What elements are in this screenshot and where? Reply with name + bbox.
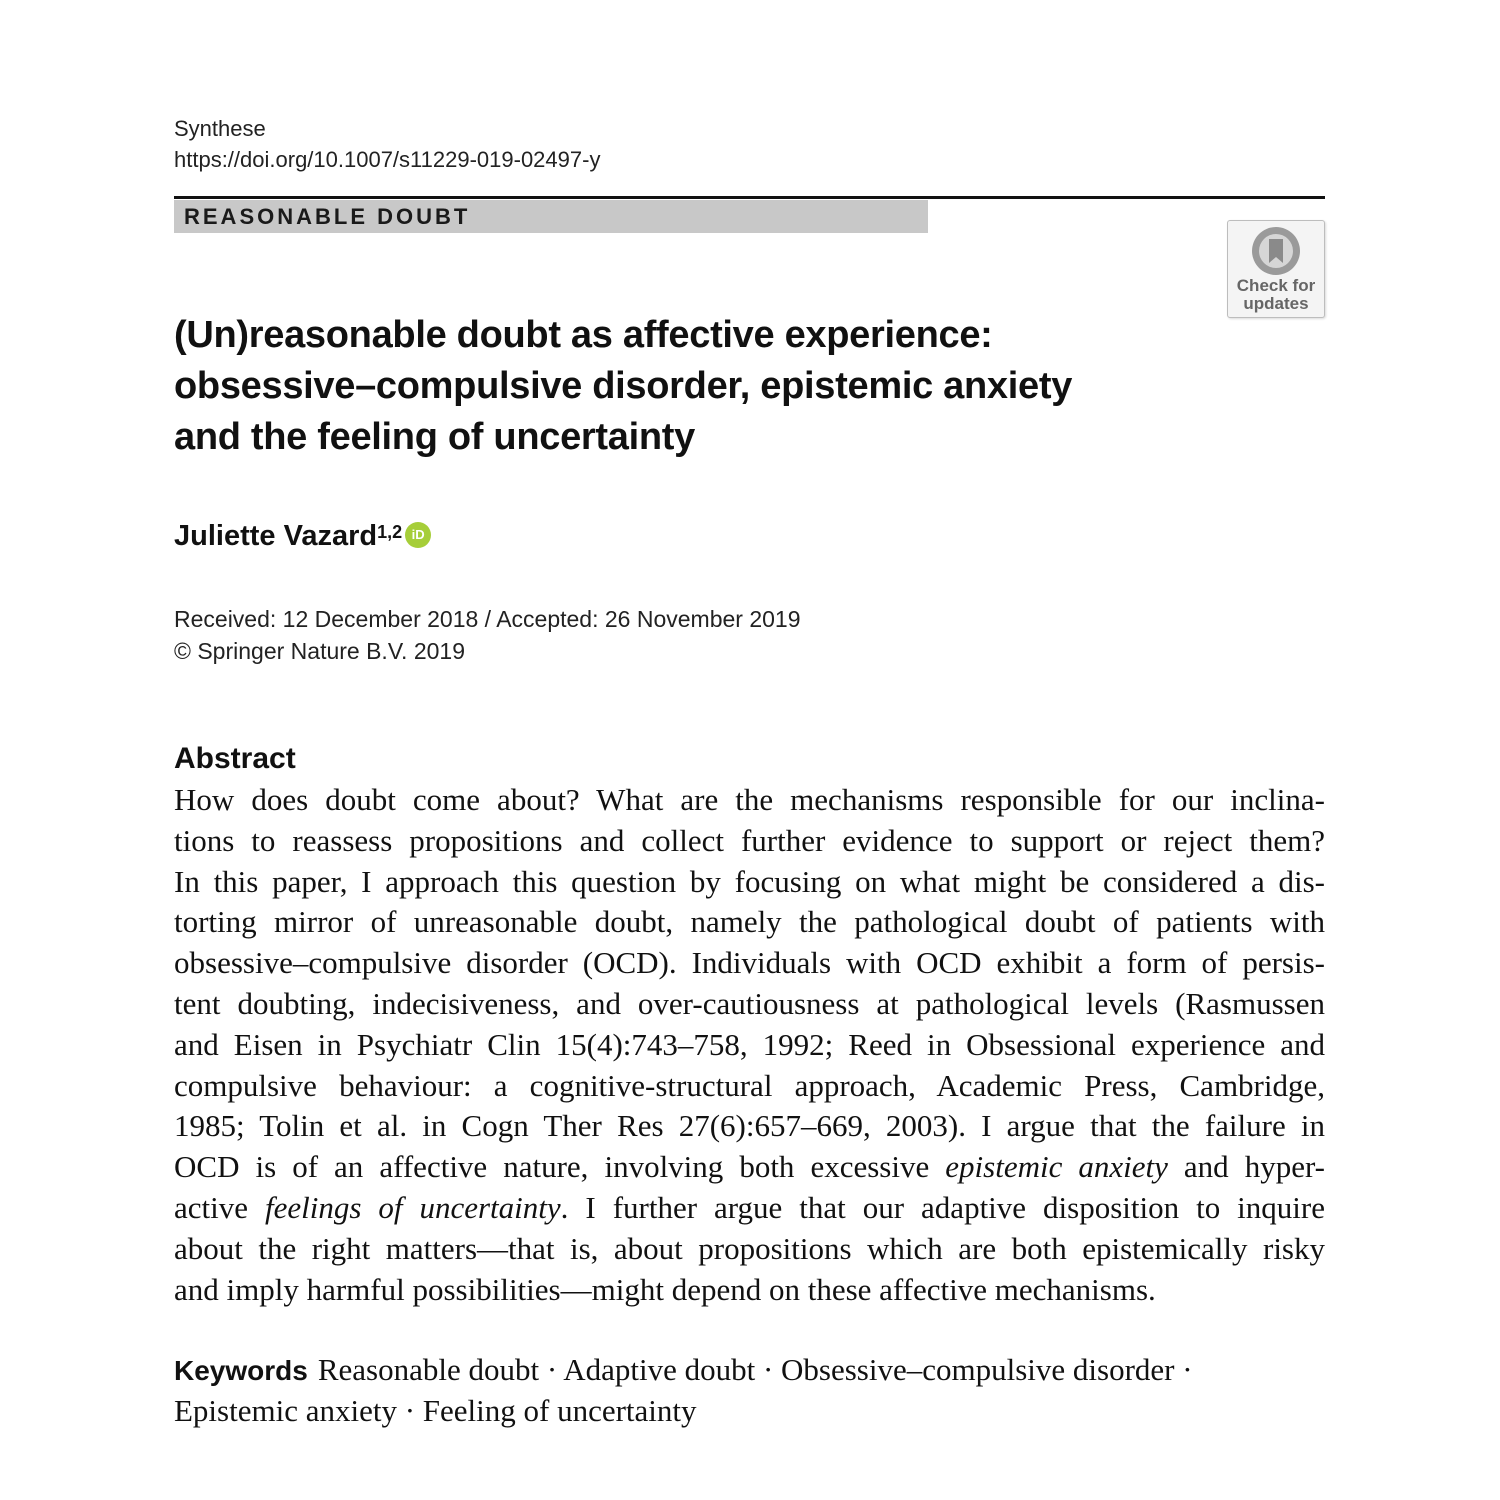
title-line-1: (Un)reasonable doubt as affective experience: (174, 314, 993, 356)
updates-text-line2: updates (1243, 294, 1309, 313)
abstract-line: In this paper, I approach this question by focusing on what might be considered a dis- (174, 863, 1325, 899)
abstract-line: compulsive behaviour: a cognitive-structural approach, Academic Press, Cambridge, (174, 1067, 1325, 1103)
author (174, 518, 431, 554)
updates-text (1228, 277, 1324, 313)
abstract-line: How does doubt come about? What are the mechanisms responsible for our inclina- (174, 782, 1325, 817)
abstract-line (174, 1188, 1325, 1229)
keywords-line-1 (174, 1350, 1325, 1391)
abstract-text: . I further argue that our adaptive disposition to inquire (560, 1189, 1325, 1225)
abstract-line (174, 1147, 1325, 1188)
section-label: REASONABLE DOUBT (184, 204, 471, 229)
abstract-line: tent doubting, indecisiveness, and over-cautiousness at pathological levels (Rasmussen (174, 985, 1325, 1021)
keywords (174, 1350, 1325, 1431)
title-line-2: obsessive–compulsive disorder, epistemic anxiety (174, 365, 1073, 407)
updates-text-line1: Check for (1236, 276, 1316, 295)
keywords-text: Reasonable doubt · Adaptive doubt · Obsessive–compulsive disorder · (317, 1352, 1193, 1387)
abstract-line: 1985; Tolin et al. in Cogn Ther Res 27(6):657–669, 2003). I argue that the failure in (174, 1108, 1325, 1144)
abstract-body (174, 780, 1325, 1310)
doi-link[interactable]: https://doi.org/10.1007/s11229-019-02497-y (174, 147, 601, 172)
abstract-text: OCD is of an affective nature, involving both excessive (174, 1149, 946, 1185)
journal-name: Synthese (174, 116, 266, 141)
title-line-3: and the feeling of uncertainty (174, 416, 695, 458)
received-accepted-dates: Received: 12 December 2018 / Accepted: 26 November 2019 (174, 606, 801, 632)
orcid-icon[interactable]: iD (405, 522, 431, 548)
bookmark-icon (1248, 225, 1304, 277)
emphasis-epistemic-anxiety: epistemic anxiety (945, 1149, 1168, 1185)
paper-title (174, 310, 1174, 463)
abstract-line: about the right matters—that is, about propositions which are both epistemically risky (174, 1230, 1325, 1266)
abstract-line: torting mirror of unreasonable doubt, namely the pathological doubt of patients with (174, 904, 1325, 940)
abstract-line: obsessive–compulsive disorder (OCD). Individuals with OCD exhibit a form of persis- (174, 945, 1325, 981)
copyright: © Springer Nature B.V. 2019 (174, 638, 465, 664)
section-bar (174, 200, 928, 233)
abstract-line: and imply harmful possibilities—might depend on these affective mechanisms. (174, 1271, 1156, 1307)
abstract-heading: Abstract (174, 742, 296, 775)
abstract-text: active (174, 1189, 265, 1225)
author-name: Juliette Vazard (174, 520, 378, 552)
emphasis-feelings-of-uncertainty: feelings of uncertainty (264, 1189, 561, 1225)
author-affiliations: 1,2 (377, 522, 403, 542)
check-for-updates-badge[interactable] (1227, 220, 1325, 318)
header-rule (174, 196, 1325, 199)
abstract-text: and hyper- (1167, 1149, 1325, 1185)
abstract-line: tions to reassess propositions and collect further evidence to support or reject them? (174, 822, 1325, 858)
abstract-line: and Eisen in Psychiatr Clin 15(4):743–758, 1992; Reed in Obsessional experience and (174, 1026, 1325, 1062)
keywords-line-2: Epistemic anxiety · Feeling of uncertainty (174, 1393, 697, 1428)
keywords-label: Keywords (174, 1355, 308, 1386)
